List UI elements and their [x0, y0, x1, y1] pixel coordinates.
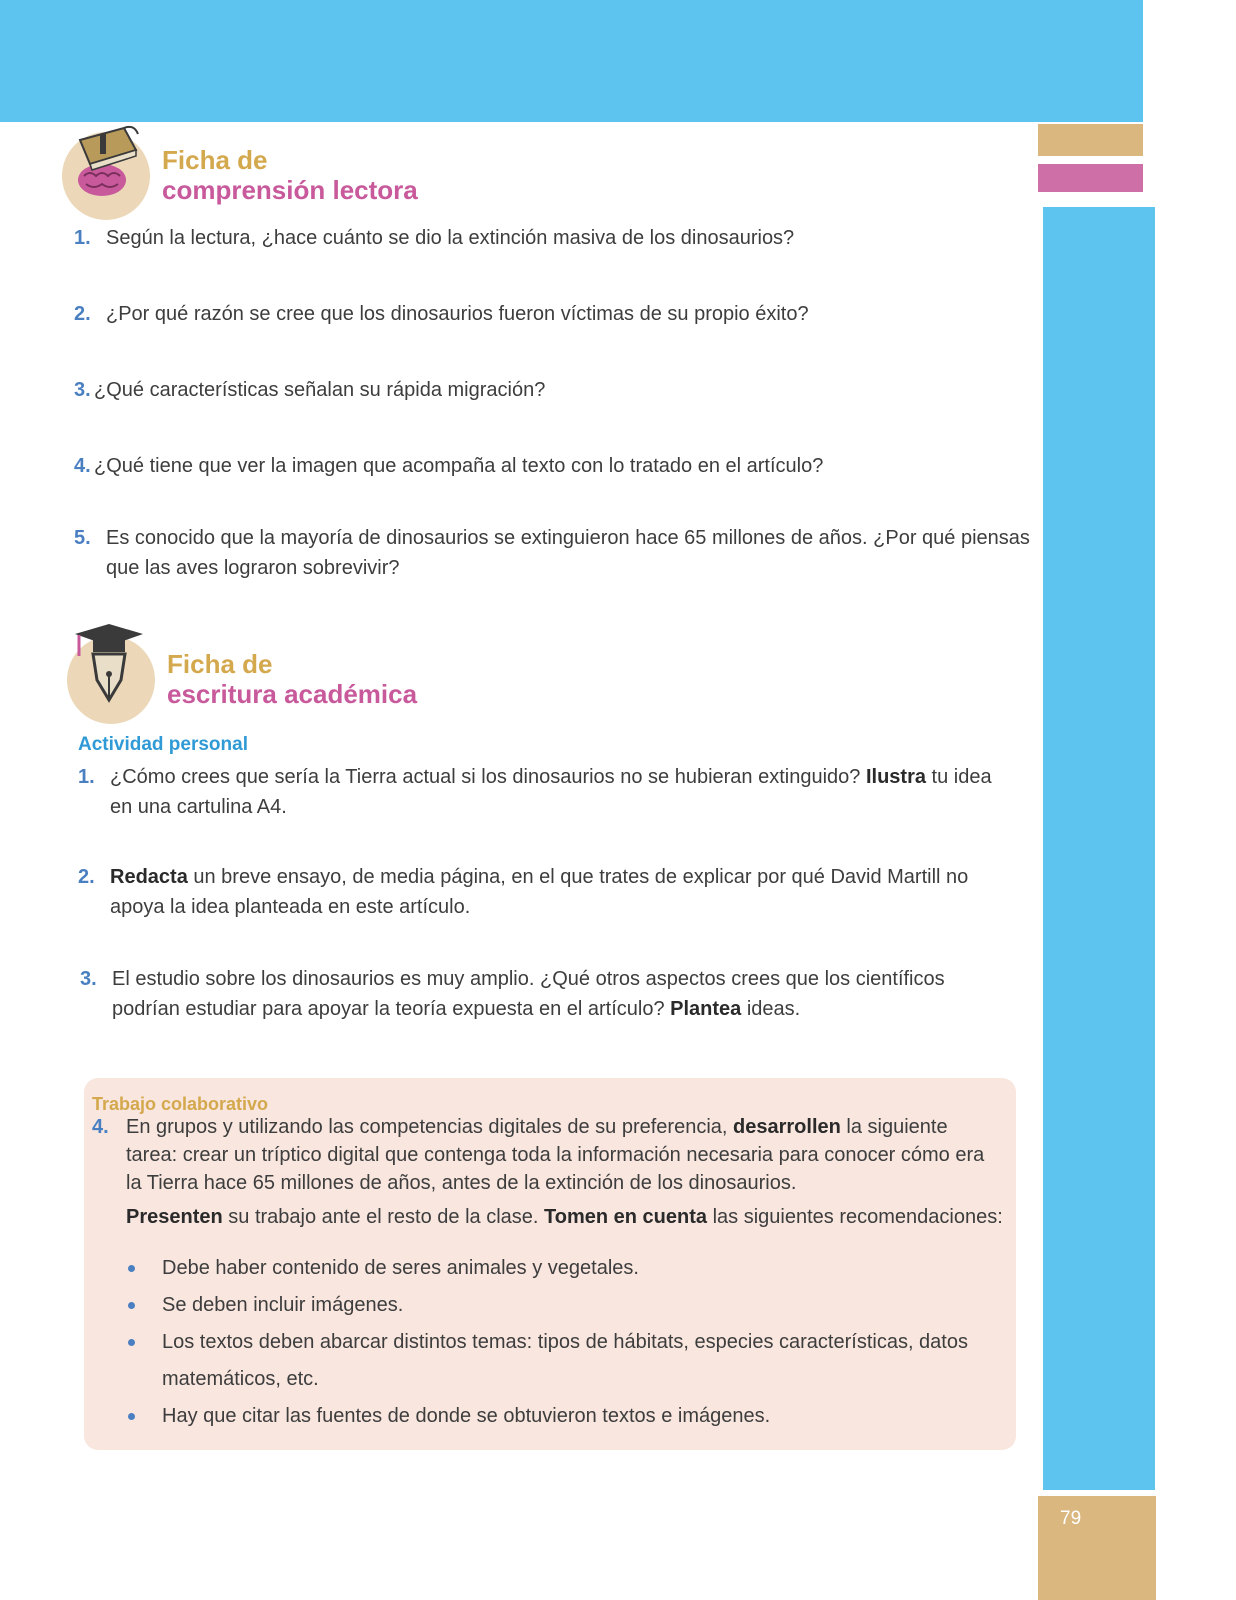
question-number: 4.	[92, 1116, 109, 1138]
top-color-band	[0, 0, 1143, 122]
book-brain-icon	[62, 132, 150, 220]
bullet-icon	[128, 1413, 135, 1420]
question-number: 2.	[78, 866, 95, 888]
page-number: 79	[1060, 1508, 1082, 1529]
list-item: Debe haber contenido de seres animales y vegetales.	[126, 1250, 1010, 1287]
writing-question	[78, 862, 1018, 922]
writing-question	[80, 964, 980, 1024]
question-text: ¿Cómo crees que sería la Tierra actual si los dinosaurios no se hubieran extinguido? Ilustra tu idea en una cartulina A4.	[110, 766, 992, 818]
reading-title-line1: Ficha de	[162, 145, 268, 176]
question-number: 2.	[74, 303, 91, 325]
reading-title-line2: comprensión lectora	[162, 175, 418, 205]
collaborative-label: Trabajo colaborativo	[92, 1094, 269, 1114]
list-item: Hay que citar las fuentes de donde se obtuvieron textos e imágenes.	[126, 1398, 1010, 1435]
question-text: En grupos y utilizando las competencias digitales de su preferencia, desarrollen la siguiente tarea: crear un tríptico digital que contenga toda la información necesaria para conocer cómo era la Tierra hace 65 millones de años, antes de la extinción de los dinosaurios.	[126, 1116, 985, 1194]
reading-question	[74, 523, 1034, 583]
question-number: 3.	[80, 968, 97, 990]
question-text: ¿Qué características señalan su rápida migración?	[94, 379, 546, 401]
reading-question	[74, 451, 1034, 481]
writing-question	[78, 762, 1018, 822]
side-margin-band	[1043, 207, 1155, 1490]
graduation-pen-icon	[67, 636, 155, 724]
reading-question	[74, 299, 1034, 329]
bullet-icon	[128, 1302, 135, 1309]
bullet-icon	[128, 1339, 135, 1346]
question-text: Según la lectura, ¿hace cuánto se dio la extinción masiva de los dinosaurios?	[106, 227, 795, 249]
reading-question	[74, 375, 1034, 405]
question-number: 1.	[78, 766, 95, 788]
question-text: Es conocido que la mayoría de dinosaurios se extinguieron hace 65 millones de años. ¿Por qué piensas que las aves lograron sobrevivir?	[106, 527, 1030, 579]
question-text: ¿Por qué razón se cree que los dinosaurios fueron víctimas de su propio éxito?	[106, 303, 809, 325]
writing-title-line1: Ficha de	[167, 649, 273, 680]
activity-label: Actividad personal	[78, 734, 248, 755]
reading-question	[74, 223, 1034, 253]
question-number: 1.	[74, 227, 91, 249]
bullet-icon	[128, 1265, 135, 1272]
collaborative-question	[92, 1113, 1004, 1197]
list-item: Los textos deben abarcar distintos temas: tipos de hábitats, especies características, datos matemáticos, etc.	[126, 1324, 1010, 1398]
side-tab-pink	[1038, 164, 1143, 192]
question-text: El estudio sobre los dinosaurios es muy amplio. ¿Qué otros aspectos crees que los científicos podrían estudiar para apoyar la teoría expuesta en el artículo? Plantea ideas.	[112, 968, 945, 1020]
writing-section-header	[67, 636, 417, 724]
question-text: ¿Qué tiene que ver la imagen que acompaña al texto con lo tratado en el artículo?	[94, 455, 824, 477]
question-number: 3.	[74, 379, 91, 401]
reading-section-header	[62, 132, 418, 220]
writing-title-line2: escritura académica	[167, 679, 418, 709]
question-text: Redacta un breve ensayo, de media página, en el que trates de explicar por qué David Martill no apoya la idea planteada en este artículo.	[110, 866, 969, 918]
recommendations-list	[126, 1250, 1010, 1435]
question-number: 5.	[74, 527, 91, 549]
presentation-instructions: Presenten su trabajo ante el resto de la clase. Tomen en cuenta las siguientes recomendaciones:	[126, 1206, 1003, 1228]
question-number: 4.	[74, 455, 91, 477]
list-item: Se deben incluir imágenes.	[126, 1287, 1010, 1324]
side-tab-tan	[1038, 124, 1143, 156]
